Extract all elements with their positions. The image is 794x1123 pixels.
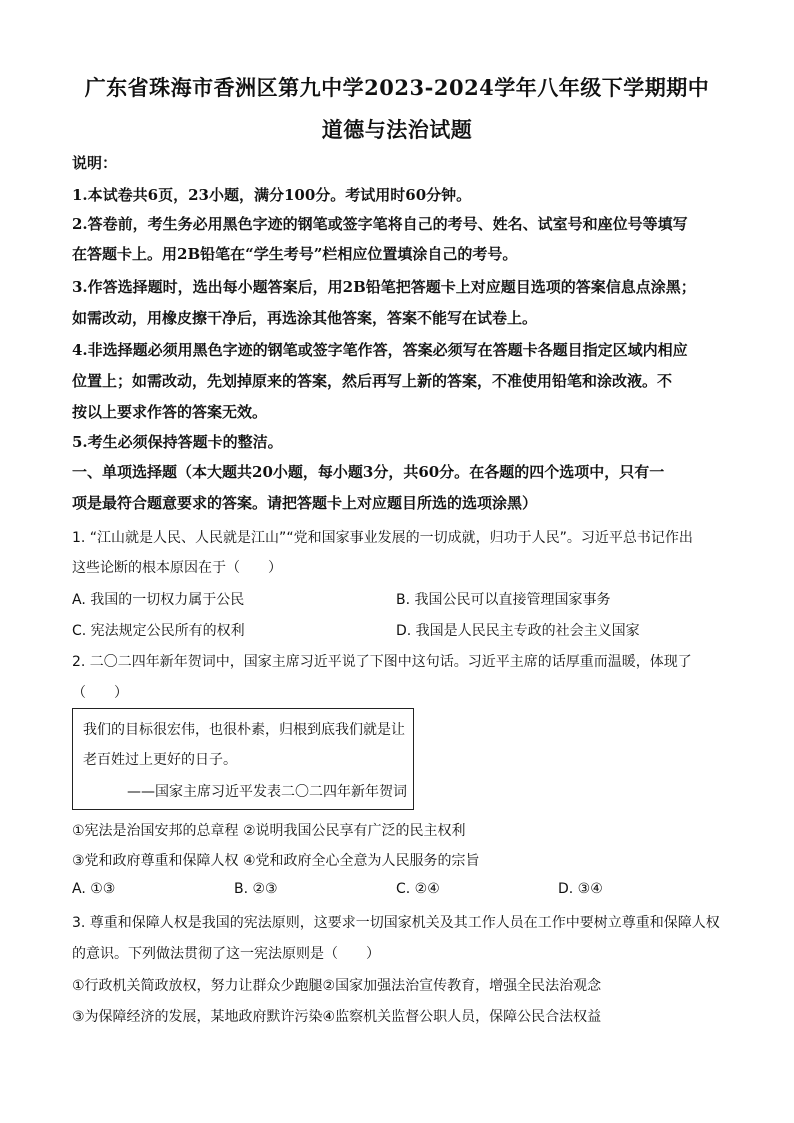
exam-title: 广东省珠海市香洲区第九中学2023-2024学年八年级下学期期中 [84, 75, 710, 100]
exam-subtitle: 道德与法治试题 [321, 117, 473, 142]
q3-statements-line1: ①行政机关简政放权，努力让群众少跑腿②国家加强法治宣传教育，增强全民法治观念 [72, 978, 602, 994]
instruction-4b: 位置上；如需改动，先划掉原来的答案，然后再写上新的答案，不准使用铅笔和涂改液。不 [72, 372, 673, 390]
q1-stem-line1: 1. “江山就是人民、人民就是江山”“党和国家事业发展的一切成就，归功于人民”。习近平总书记作出 [72, 530, 693, 546]
quote-source: ——国家主席习近平发表二〇二四年新年贺词 [127, 784, 407, 800]
instruction-1: 1.本试卷共6页，23小题，满分100分。考试用时60分钟。 [72, 186, 472, 204]
q2-option-b: B. ②③ [234, 881, 278, 897]
q3-stem-line2: 的意识。下列做法贯彻了这一宪法原则是（ ） [72, 946, 380, 962]
q2-stem-line2: （ ） [72, 685, 128, 701]
quote-line2: 老百姓过上更好的日子。 [83, 752, 237, 768]
q2-option-d: D. ③④ [558, 881, 603, 897]
q2-statements-line1: ①宪法是治国安邦的总章程 ②说明我国公民享有广泛的民主权利 [72, 823, 466, 839]
q1-option-d: D. 我国是人民民主专政的社会主义国家 [396, 623, 640, 639]
instruction-2a: 2.答卷前，考生务必用黑色字迹的钢笔或签字笔将自己的考号、姓名、试室号和座位号等填写 [72, 215, 688, 233]
q1-stem-line2: 这些论断的根本原因在于（ ） [72, 560, 282, 576]
instruction-2b: 在答题卡上。用2B铅笔在“学生考号”栏相应位置填涂自己的考号。 [72, 245, 518, 263]
q2-stem-line1: 2. 二〇二四年新年贺词中，国家主席习近平说了下图中这句话。习近平主席的话厚重而温暖，体现了 [72, 654, 692, 670]
q1-option-c: C. 宪法规定公民所有的权利 [72, 623, 245, 639]
instructions-heading: 说明： [72, 154, 118, 172]
section-heading-line1: 一、单项选择题（本大题共20小题，每小题3分，共60分。在各题的四个选项中，只有一 [72, 463, 665, 481]
instruction-4c: 按以上要求作答的答案无效。 [72, 403, 268, 421]
q1-option-a: A. 我国的一切权力属于公民 [72, 592, 245, 608]
instruction-3a: 3.作答选择题时，选出每小题答案后，用2B铅笔把答题卡上对应题目选项的答案信息点涂黑； [72, 278, 696, 296]
q2-option-c: C. ②④ [396, 881, 440, 897]
quote-line1: 我们的目标很宏伟，也很朴素，归根到底我们就是让 [83, 722, 405, 738]
q3-stem-line1: 3. 尊重和保障人权是我国的宪法原则，这要求一切国家机关及其工作人员在工作中要树立尊重和保障人权 [72, 915, 720, 931]
quote-box [72, 708, 414, 810]
instruction-3b: 如需改动，用橡皮擦干净后，再选涂其他答案，答案不能写在试卷上。 [72, 309, 538, 327]
instruction-4a: 4.非选择题必须用黑色字迹的钢笔或签字笔作答，答案必须写在答题卡各题目指定区域内相应 [72, 341, 688, 359]
q2-option-a: A. ①③ [72, 881, 116, 897]
section-heading-line2: 项是最符合题意要求的答案。请把答题卡上对应题目所选的选项涂黑） [72, 494, 538, 512]
q3-statements-line2: ③为保障经济的发展，某地政府默许污染④监察机关监督公职人员，保障公民合法权益 [72, 1009, 602, 1025]
instruction-5: 5.考生必须保持答题卡的整洁。 [72, 433, 283, 451]
q2-statements-line2: ③党和政府尊重和保障人权 ④党和政府全心全意为人民服务的宗旨 [72, 853, 480, 869]
q1-option-b: B. 我国公民可以直接管理国家事务 [396, 592, 611, 608]
